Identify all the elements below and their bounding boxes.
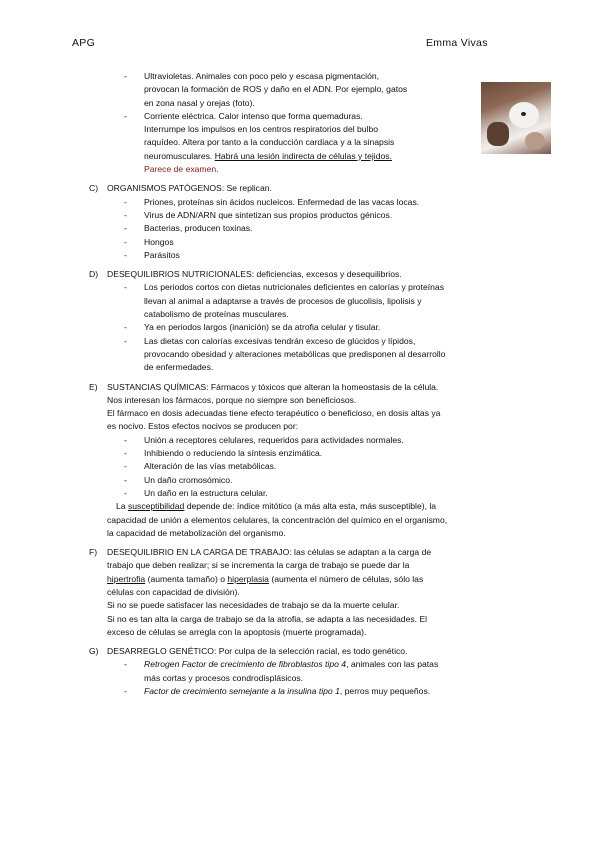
- list-item: - Ya en periodos largos (inanición) se da atrofia celular y tisular.: [124, 322, 381, 333]
- list-item: - Ultravioletas. Animales con poco pelo y escasa pigmentación, provocan la formación de ROS y daño en el ADN. Por ejemplo, gatos en zona nasal y orejas (foto).: [124, 71, 408, 108]
- section-g: G) DESARREGLO GENÉTICO: Por culpa de la selección racial, es todo genético.: [89, 646, 408, 657]
- list-item: - Hongos: [124, 236, 174, 247]
- section-d: D) DESEQUILIBRIOS NUTRICIONALES: deficiencias, excesos y desequilibrios.: [89, 269, 402, 280]
- paragraph: La susceptibilidad depende de: índice mitótico (a más alta esta, más susceptible), la: [116, 501, 437, 512]
- paragraph: trabajo que deben realizar; si se incrementa la carga de trabajo se puede dar la hipertrofia (aumenta tamaño) o hiperplasia (aumenta el número de células, sólo las células con capacidad de división). Si no se puede satisfacer las necesidades de trabajo se da la muerte celular. Si no es tan alta la carga de trabajo se da la atrofia, se adapta a las necesidades. El exceso de células se arregla con la apoptosis (muerte programada).: [107, 560, 428, 637]
- list-item: - Las dietas con calorías excesivas tendrán exceso de glúcidos y lípidos, provocando obesidad y alteraciones metabólicas que predisponen al desarrollo de enfermedades.: [124, 335, 446, 373]
- list-item: - Alteración de las vías metabólicas.: [124, 461, 277, 472]
- list-item: - Inhibiendo o reduciendo la síntesis enzimática.: [124, 448, 323, 459]
- header-right: Emma Vivas: [426, 37, 488, 49]
- list-item: - Un daño cromosómico.: [124, 474, 233, 485]
- list-item: - Un daño en la estructura celular.: [124, 487, 268, 498]
- list-item: - Parásitos: [124, 249, 180, 260]
- list-item: - Bacterias, producen toxinas.: [124, 223, 253, 234]
- list-item: - Factor de crecimiento semejante a la insulina tipo 1, perros muy pequeños.: [124, 686, 431, 697]
- header-left: APG: [72, 37, 96, 49]
- section-f: F) DESEQUILIBRIO EN LA CARGA DE TRABAJO: las células se adaptan a la carga de: [89, 547, 432, 558]
- section-c: C) ORGANISMOS PATÓGENOS: Se replican.: [89, 183, 272, 194]
- list-item: - Retrogen Factor de crecimiento de fibroblastos tipo 4, animales con las patas más cortas y procesos condrodisplásicos.: [124, 659, 439, 683]
- section-e: E) SUSTANCIAS QUÍMICAS: Fármacos y tóxicos que alteran la homeostasis de la célula.: [89, 381, 439, 392]
- content: [72, 70, 528, 698]
- list-item: - Unión a receptores celulares, requeridos para actividades normales.: [124, 434, 404, 445]
- list-item: - Virus de ADN/ARN que sintetizan sus propios productos génicos.: [124, 209, 393, 220]
- list-item: - Los periodos cortos con dietas nutricionales deficientes en calorías y proteínas llevan al animal a adaptarse a través de procesos de glucolisis, lipolisis y catabolismo de proteínas musculares.: [124, 282, 444, 320]
- list-item: - Priones, proteínas sin ácidos nucleicos. Enfermedad de las vacas locas.: [124, 196, 420, 207]
- paragraph: Nos interesan los fármacos, porque no siempre son beneficiosos. El fármaco en dosis adecuadas tiene efecto terapéutico o beneficioso, en dosis altas ya es nocivo. Estos efectos nocivos se producen por:: [107, 394, 441, 432]
- paragraph: capacidad de unión a elementos celulares, la concentración del químico en el organismo, la capacidad de metabolización del organismo.: [107, 514, 448, 538]
- list-item: - Corriente eléctrica. Calor intenso que forma quemaduras. Interrumpe los impulsos en los centros respiratorios del bulbo raquídeo. Altera por tanto a la conducción cardiaca y a la sinapsis neuromusculares. Habrá una lesión indirecta de células y tejidos. Parece de examen.: [124, 110, 395, 175]
